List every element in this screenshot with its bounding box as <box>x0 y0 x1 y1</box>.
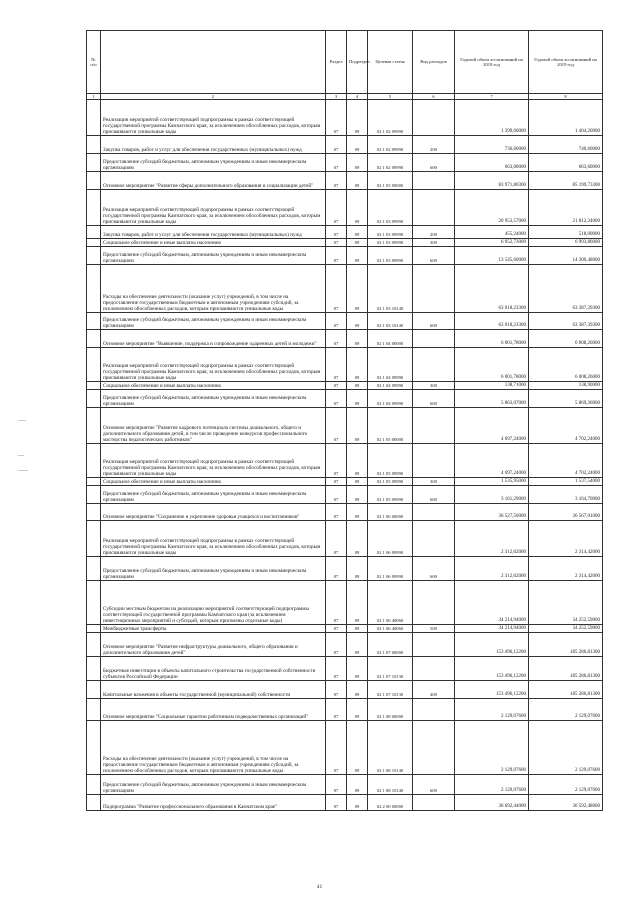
row-amount-2019: 63 387,39300 <box>529 265 603 313</box>
row-name: Основное мероприятие "Социальные гарантии работникам подведомственных организаций" <box>101 699 326 721</box>
table-row <box>87 100 603 136</box>
row-vid-raskhodov <box>413 444 455 478</box>
row-amount-2018: 13 545,60000 <box>455 247 529 265</box>
table-row <box>87 581 603 625</box>
row-amount-2018: 2 312,62000 <box>455 557 529 581</box>
row-vid-raskhodov: 600 <box>413 313 455 330</box>
row-razdel: 07 <box>326 444 347 478</box>
row-amount-2019: 36 592,48000 <box>529 795 603 811</box>
row-vid-raskhodov: 200 <box>413 136 455 154</box>
table-row <box>87 265 603 313</box>
row-number <box>87 444 101 478</box>
row-name: Расходы на обеспечение деятельности (оказание услуг) учреждений, в том числе на предоставление государственным бюджетным и автономным учреждениям субсидий, за исключением обособленных расходов, которым присваиваются уникальные коды <box>101 265 326 313</box>
row-vid-raskhodov <box>413 265 455 313</box>
table-row <box>87 657 603 681</box>
row-number <box>87 390 101 408</box>
row-number <box>87 721 101 775</box>
row-razdel: 07 <box>326 581 347 625</box>
row-amount-2018: 4 697,24000 <box>455 408 529 444</box>
row-tselevaya-statya: 02 1 02 09990 <box>368 154 413 172</box>
row-tselevaya-statya: 02 1 04 09990 <box>368 382 413 390</box>
header-2019: Годовой объем ассигнований на 2019 год <box>529 31 603 94</box>
row-name: Реализация мероприятий соответствующей подпрограммы в рамках соответствующей государственной программы Камчатского края, за исключением обособленных расходов, которым присваиваются уникальные коды <box>101 444 326 478</box>
row-podrazdel: 09 <box>347 521 368 557</box>
column-number: 4 <box>347 94 368 100</box>
row-name: Социальное обеспечение и иные выплаты населению <box>101 382 326 390</box>
row-amount-2018: 153 496,12200 <box>455 633 529 657</box>
row-razdel: 07 <box>326 633 347 657</box>
row-vid-raskhodov: 600 <box>413 486 455 504</box>
row-amount-2018: 34 214,94000 <box>455 581 529 625</box>
row-number <box>87 172 101 190</box>
table-row <box>87 390 603 408</box>
row-name: Основное мероприятие "Развитие сферы дополнительного образования и социализации детей" <box>101 172 326 190</box>
row-podrazdel: 09 <box>347 625 368 633</box>
table-row <box>87 699 603 721</box>
row-tselevaya-statya: 02 1 04 09990 <box>368 348 413 382</box>
row-tselevaya-statya: 02 1 08 00000 <box>368 699 413 721</box>
table-row <box>87 775 603 795</box>
header-num: № п/п <box>87 31 101 94</box>
row-tselevaya-statya: 02 1 03 00000 <box>368 172 413 190</box>
row-podrazdel: 09 <box>347 390 368 408</box>
row-amount-2019: 34 252,59000 <box>529 581 603 625</box>
row-tselevaya-statya: 02 2 00 00000 <box>368 795 413 811</box>
row-tselevaya-statya: 02 1 03 09990 <box>368 190 413 226</box>
table-row <box>87 190 603 226</box>
row-razdel: 07 <box>326 657 347 681</box>
row-name: Предоставление субсидий бюджетным, автономным учреждениям и иным некоммерческим организациям <box>101 390 326 408</box>
budget-table <box>86 30 603 811</box>
row-amount-2018: 455,24000 <box>455 226 529 239</box>
row-tselevaya-statya: 02 1 04 00000 <box>368 330 413 348</box>
row-tselevaya-statya: 02 1 06 40060 <box>368 581 413 625</box>
column-number: 8 <box>529 94 603 100</box>
row-podrazdel: 09 <box>347 681 368 699</box>
row-razdel: 07 <box>326 625 347 633</box>
header-2018: Годовой объем ассигнований на 2018 год <box>455 31 529 94</box>
row-podrazdel: 09 <box>347 478 368 486</box>
column-number: 6 <box>413 94 455 100</box>
row-number <box>87 557 101 581</box>
scan-mark <box>18 470 28 471</box>
row-number <box>87 681 101 699</box>
row-razdel: 07 <box>326 226 347 239</box>
row-razdel: 07 <box>326 478 347 486</box>
table-row <box>87 172 603 190</box>
row-tselevaya-statya: 02 1 04 09990 <box>368 390 413 408</box>
row-amount-2019: 2 129,07600 <box>529 699 603 721</box>
row-tselevaya-statya: 02 1 03 09990 <box>368 239 413 247</box>
row-amount-2018: 83 971,80300 <box>455 172 529 190</box>
row-razdel: 07 <box>326 795 347 811</box>
row-vid-raskhodov: 600 <box>413 390 455 408</box>
row-amount-2019: 740,60000 <box>529 136 603 154</box>
table-row <box>87 625 603 633</box>
row-podrazdel: 09 <box>347 247 368 265</box>
row-name: Реализация мероприятий соответствующей подпрограммы в рамках соответствующей государственной программы Камчатского края, за исключением обособленных расходов, которым присваиваются уникальные коды <box>101 521 326 557</box>
row-podrazdel: 09 <box>347 504 368 521</box>
row-razdel: 07 <box>326 239 347 247</box>
row-razdel: 07 <box>326 154 347 172</box>
header-vid: Вид расходов <box>413 31 455 94</box>
row-tselevaya-statya: 02 1 06 40060 <box>368 625 413 633</box>
row-tselevaya-statya: 02 1 03 09990 <box>368 226 413 239</box>
scan-mark <box>18 420 26 421</box>
row-amount-2019: 14 300,48000 <box>529 247 603 265</box>
row-vid-raskhodov <box>413 190 455 226</box>
row-razdel: 07 <box>326 313 347 330</box>
row-tselevaya-statya: 02 1 05 00000 <box>368 408 413 444</box>
row-podrazdel: 09 <box>347 408 368 444</box>
row-podrazdel: 09 <box>347 775 368 795</box>
row-razdel: 07 <box>326 100 347 136</box>
row-tselevaya-statya: 02 1 03 10140 <box>368 265 413 313</box>
row-vid-raskhodov <box>413 657 455 681</box>
row-amount-2018: 2 129,07600 <box>455 775 529 795</box>
row-podrazdel: 09 <box>347 330 368 348</box>
row-amount-2019: 4 702,24000 <box>529 408 603 444</box>
row-podrazdel: 09 <box>347 348 368 382</box>
row-podrazdel: 09 <box>347 486 368 504</box>
row-tselevaya-statya: 02 1 08 10140 <box>368 721 413 775</box>
row-tselevaya-statya: 02 1 06 00000 <box>368 504 413 521</box>
row-amount-2019: 6 008,26000 <box>529 330 603 348</box>
row-tselevaya-statya: 02 1 08 10140 <box>368 775 413 795</box>
row-vid-raskhodov <box>413 100 455 136</box>
row-razdel: 07 <box>326 721 347 775</box>
row-razdel: 07 <box>326 486 347 504</box>
row-name: Основное мероприятие "Сохранение и укрепление здоровья учащихся и воспитанников" <box>101 504 326 521</box>
row-amount-2018: 36 692,44000 <box>455 795 529 811</box>
row-name: Основное мероприятие "Выявление, поддержка и сопровождение одаренных детей и молодежи" <box>101 330 326 348</box>
row-number <box>87 265 101 313</box>
row-amount-2018: 6 952,73000 <box>455 239 529 247</box>
row-vid-raskhodov: 400 <box>413 681 455 699</box>
row-amount-2018: 6 001,78000 <box>455 348 529 382</box>
table-row <box>87 247 603 265</box>
row-amount-2019: 1 537,54000 <box>529 478 603 486</box>
column-number: 3 <box>326 94 347 100</box>
row-amount-2018: 4 697,24000 <box>455 444 529 478</box>
row-amount-2018: 36 527,56000 <box>455 504 529 521</box>
row-podrazdel: 09 <box>347 633 368 657</box>
row-tselevaya-statya: 02 1 03 09990 <box>368 247 413 265</box>
row-tselevaya-statya: 02 1 06 09990 <box>368 521 413 557</box>
row-tselevaya-statya: 02 1 05 09990 <box>368 486 413 504</box>
row-vid-raskhodov <box>413 581 455 625</box>
row-amount-2018: 2 129,07600 <box>455 721 529 775</box>
row-name: Капитальные вложения в объекты государственной (муниципальной) собственности <box>101 681 326 699</box>
row-tselevaya-statya: 02 1 07 10130 <box>368 681 413 699</box>
table-row <box>87 633 603 657</box>
row-amount-2018: 5 863,07000 <box>455 390 529 408</box>
row-amount-2019: 34 252,59000 <box>529 625 603 633</box>
row-podrazdel: 09 <box>347 136 368 154</box>
row-podrazdel: 09 <box>347 239 368 247</box>
table-row <box>87 154 603 172</box>
row-amount-2018: 6 001,78000 <box>455 330 529 348</box>
row-amount-2019: 85 199,73300 <box>529 172 603 190</box>
table-header-row <box>87 31 603 94</box>
table-row <box>87 521 603 557</box>
table-row <box>87 348 603 382</box>
row-amount-2019: 4 702,24000 <box>529 444 603 478</box>
row-vid-raskhodov <box>413 721 455 775</box>
table-row <box>87 557 603 581</box>
row-number <box>87 382 101 390</box>
row-vid-raskhodov: 500 <box>413 625 455 633</box>
row-amount-2019: 2 314,42000 <box>529 521 603 557</box>
row-number <box>87 100 101 136</box>
row-podrazdel: 09 <box>347 226 368 239</box>
row-name: Социальное обеспечение и иные выплаты населению <box>101 478 326 486</box>
header-name <box>101 31 326 94</box>
row-amount-2018: 34 214,94000 <box>455 625 529 633</box>
row-number <box>87 190 101 226</box>
row-podrazdel: 09 <box>347 190 368 226</box>
row-razdel: 07 <box>326 136 347 154</box>
table-row <box>87 444 603 478</box>
row-amount-2018: 736,60000 <box>455 136 529 154</box>
row-razdel: 07 <box>326 521 347 557</box>
row-number <box>87 625 101 633</box>
row-vid-raskhodov: 200 <box>413 226 455 239</box>
row-razdel: 07 <box>326 172 347 190</box>
row-amount-2018: 63 018,23300 <box>455 265 529 313</box>
row-name: Социальное обеспечение и иные выплаты населению <box>101 239 326 247</box>
row-tselevaya-statya: 02 1 03 10140 <box>368 313 413 330</box>
row-name: Предоставление субсидий бюджетным, автономным учреждениям и иным некоммерческим организациям <box>101 154 326 172</box>
table-body <box>87 100 603 811</box>
row-amount-2018: 20 953,57000 <box>455 190 529 226</box>
row-vid-raskhodov: 600 <box>413 775 455 795</box>
row-razdel: 07 <box>326 330 347 348</box>
row-tselevaya-statya: 02 1 02 09990 <box>368 100 413 136</box>
row-name: Субсидии местным бюджетам на реализацию мероприятий соответствующей подпрограммы соответствующей государственной программы Камчатского края (за исключением инвестиционных мероприятий и субсидий, которым присвоены отдельные коды) <box>101 581 326 625</box>
row-vid-raskhodov <box>413 348 455 382</box>
row-amount-2019: 5 869,36000 <box>529 390 603 408</box>
row-amount-2018: 153 496,12200 <box>455 657 529 681</box>
row-razdel: 07 <box>326 348 347 382</box>
row-amount-2018: 3 161,29000 <box>455 486 529 504</box>
row-name: Закупка товаров, работ и услуг для обеспечения государственных (муниципальных) нужд <box>101 226 326 239</box>
row-name: Предоставление субсидий бюджетным, автономным учреждениям и иным некоммерческим организациям <box>101 247 326 265</box>
row-podrazdel: 09 <box>347 313 368 330</box>
row-amount-2019: 63 387,39300 <box>529 313 603 330</box>
row-number <box>87 226 101 239</box>
table-row <box>87 795 603 811</box>
budget-table-sheet <box>86 30 602 811</box>
header-podrazdel: Подраздел <box>347 31 368 94</box>
row-amount-2019: 1 404,20000 <box>529 100 603 136</box>
row-razdel: 07 <box>326 247 347 265</box>
row-podrazdel: 09 <box>347 382 368 390</box>
row-vid-raskhodov <box>413 633 455 657</box>
table-row <box>87 382 603 390</box>
row-amount-2019: 36 567,01000 <box>529 504 603 521</box>
row-amount-2019: 138,90000 <box>529 382 603 390</box>
row-number <box>87 504 101 521</box>
row-name: Реализация мероприятий соответствующей подпрограммы в рамках соответствующей государственной программы Камчатского края, за исключением обособленных расходов, которым присваиваются уникальные коды <box>101 100 326 136</box>
row-razdel: 07 <box>326 504 347 521</box>
row-vid-raskhodov: 300 <box>413 382 455 390</box>
row-number <box>87 486 101 504</box>
row-podrazdel: 09 <box>347 265 368 313</box>
scan-mark <box>18 455 24 456</box>
row-number <box>87 247 101 265</box>
row-amount-2019: 2 129,07600 <box>529 775 603 795</box>
row-name: Подпрограмма "Развитие профессионального образования в Камчатском крае" <box>101 795 326 811</box>
table-row <box>87 721 603 775</box>
row-vid-raskhodov <box>413 408 455 444</box>
row-number <box>87 699 101 721</box>
row-number <box>87 154 101 172</box>
row-name: Межбюджетные трансферты <box>101 625 326 633</box>
row-number <box>87 581 101 625</box>
row-tselevaya-statya: 02 1 05 09990 <box>368 444 413 478</box>
row-amount-2018: 1 399,60000 <box>455 100 529 136</box>
row-amount-2018: 1 535,95000 <box>455 478 529 486</box>
row-amount-2018: 663,00000 <box>455 154 529 172</box>
row-vid-raskhodov: 600 <box>413 557 455 581</box>
row-number <box>87 795 101 811</box>
row-podrazdel: 09 <box>347 557 368 581</box>
row-number <box>87 775 101 795</box>
row-vid-raskhodov: 300 <box>413 239 455 247</box>
row-amount-2019: 663,60000 <box>529 154 603 172</box>
row-name: Расходы на обеспечение деятельности (оказание услуг) учреждений, в том числе на предоставление государственным бюджетным и автономным учреждениям субсидий, за исключением обособленных расходов, которым присваиваются уникальные коды <box>101 721 326 775</box>
row-tselevaya-statya: 02 1 02 09990 <box>368 136 413 154</box>
row-number <box>87 478 101 486</box>
row-name: Реализация мероприятий соответствующей подпрограммы в рамках соответствующей государственной программы Камчатского края, за исключением обособленных расходов, которым присваиваются уникальные коды <box>101 348 326 382</box>
row-razdel: 07 <box>326 775 347 795</box>
table-row <box>87 330 603 348</box>
row-number <box>87 521 101 557</box>
page-number: 41 <box>316 884 323 890</box>
row-number <box>87 657 101 681</box>
row-vid-raskhodov: 300 <box>413 478 455 486</box>
row-name: Реализация мероприятий соответствующей подпрограммы в рамках соответствующей государственной программы Камчатского края, за исключением обособленных расходов, которым присваиваются уникальные коды <box>101 190 326 226</box>
row-number <box>87 136 101 154</box>
column-number: 1 <box>87 94 101 100</box>
table-row <box>87 408 603 444</box>
row-amount-2019: 6 993,86000 <box>529 239 603 247</box>
row-name: Основное мероприятие "Развитие инфраструктуры дошкольного, общего образования и дополнительного образования детей" <box>101 633 326 657</box>
row-razdel: 07 <box>326 390 347 408</box>
row-vid-raskhodov <box>413 699 455 721</box>
row-amount-2019: 6 008,26000 <box>529 348 603 382</box>
row-vid-raskhodov <box>413 330 455 348</box>
row-podrazdel: 09 <box>347 581 368 625</box>
row-amount-2018: 2 129,07600 <box>455 699 529 721</box>
table-row <box>87 136 603 154</box>
row-razdel: 07 <box>326 681 347 699</box>
row-razdel: 07 <box>326 408 347 444</box>
row-number <box>87 239 101 247</box>
row-razdel: 07 <box>326 382 347 390</box>
row-razdel: 07 <box>326 265 347 313</box>
row-tselevaya-statya: 02 1 06 09990 <box>368 557 413 581</box>
table-row <box>87 486 603 504</box>
row-razdel: 07 <box>326 190 347 226</box>
row-number <box>87 348 101 382</box>
row-podrazdel: 09 <box>347 795 368 811</box>
row-tselevaya-statya: 02 1 07 10130 <box>368 657 413 681</box>
table-row <box>87 239 603 247</box>
row-name: Закупка товаров, работ и услуг для обеспечения государственных (муниципальных) нужд <box>101 136 326 154</box>
row-amount-2018: 138,71000 <box>455 382 529 390</box>
row-podrazdel: 09 <box>347 721 368 775</box>
table-row <box>87 681 603 699</box>
row-tselevaya-statya: 02 1 05 09990 <box>368 478 413 486</box>
row-number <box>87 330 101 348</box>
row-vid-raskhodov: 600 <box>413 247 455 265</box>
row-name: Бюджетные инвестиции в объекты капитального строительства государственной собственности субъектов Российской Федерации <box>101 657 326 681</box>
column-number: 5 <box>368 94 413 100</box>
row-name: Основное мероприятие "Развитие кадрового потенциала системы дошкольного, общего и дополнительного образования детей, в том числе проведение конкурсов профессионального мастерства педагогических работников" <box>101 408 326 444</box>
row-podrazdel: 09 <box>347 699 368 721</box>
row-vid-raskhodov <box>413 504 455 521</box>
row-amount-2019: 2 129,07600 <box>529 721 603 775</box>
row-podrazdel: 09 <box>347 444 368 478</box>
table-row <box>87 504 603 521</box>
row-podrazdel: 09 <box>347 154 368 172</box>
row-podrazdel: 09 <box>347 657 368 681</box>
row-amount-2019: 185 286,81300 <box>529 657 603 681</box>
header-razdel: Раздел <box>326 31 347 94</box>
row-amount-2018: 2 312,62000 <box>455 521 529 557</box>
column-number: 7 <box>455 94 529 100</box>
table-row <box>87 478 603 486</box>
row-amount-2019: 21 812,34000 <box>529 190 603 226</box>
row-tselevaya-statya: 02 1 07 00000 <box>368 633 413 657</box>
column-number: 2 <box>101 94 326 100</box>
row-razdel: 07 <box>326 699 347 721</box>
row-amount-2019: 185 286,81300 <box>529 681 603 699</box>
row-vid-raskhodov <box>413 521 455 557</box>
row-podrazdel: 09 <box>347 172 368 190</box>
row-number <box>87 633 101 657</box>
row-amount-2018: 153 496,12200 <box>455 681 529 699</box>
row-amount-2019: 518,00000 <box>529 226 603 239</box>
row-podrazdel: 09 <box>347 100 368 136</box>
row-amount-2019: 185 286,81300 <box>529 633 603 657</box>
row-amount-2018: 63 018,23300 <box>455 313 529 330</box>
row-name: Предоставление субсидий бюджетным, автономным учреждениям и иным некоммерческим организациям <box>101 775 326 795</box>
row-name: Предоставление субсидий бюджетным, автономным учреждениям и иным некоммерческим организациям <box>101 486 326 504</box>
row-amount-2019: 2 314,42000 <box>529 557 603 581</box>
table-row <box>87 226 603 239</box>
row-vid-raskhodov <box>413 172 455 190</box>
row-number <box>87 408 101 444</box>
row-amount-2019: 3 164,70000 <box>529 486 603 504</box>
row-number <box>87 313 101 330</box>
row-name: Предоставление субсидий бюджетным, автономным учреждениям и иным некоммерческим организациям <box>101 557 326 581</box>
row-vid-raskhodov <box>413 795 455 811</box>
header-tselevaya: Целевая статья <box>368 31 413 94</box>
table-row <box>87 313 603 330</box>
row-razdel: 07 <box>326 557 347 581</box>
row-name: Предоставление субсидий бюджетным, автономным учреждениям и иным некоммерческим организациям <box>101 313 326 330</box>
row-vid-raskhodov: 600 <box>413 154 455 172</box>
